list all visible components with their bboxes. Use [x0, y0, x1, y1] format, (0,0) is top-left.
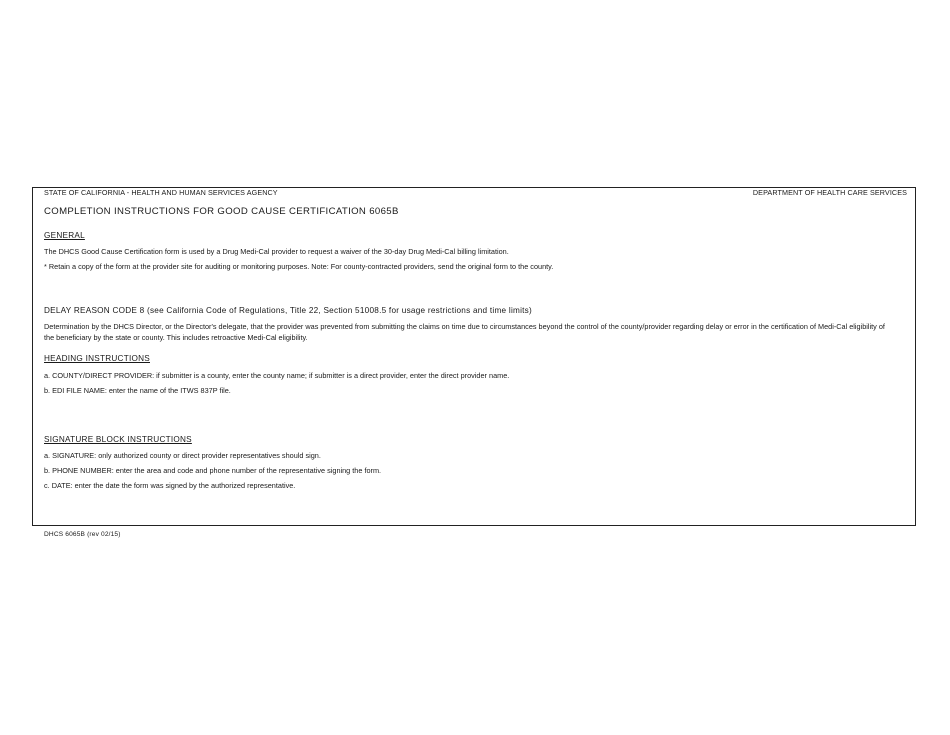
signature-instruction-b: b. PHONE NUMBER: enter the area and code and phone number of the representative signing the form. [44, 466, 382, 475]
general-line-1: The DHCS Good Cause Certification form is used by a Drug Medi-Cal provider to request a waiver of the 30-day Drug Medi-Cal billing limitation. [44, 247, 509, 256]
heading-instruction-a: a. COUNTY/DIRECT PROVIDER: if submitter is a county, enter the county name; if submitter is a direct provider, enter the direct provider name. [44, 371, 510, 380]
general-line-2: * Retain a copy of the form at the provider site for auditing or monitoring purposes. Note: For county-contracted providers, send the original form to the county. [44, 262, 554, 271]
delay-reason-text: Determination by the DHCS Director, or the Director's delegate, that the provider was prevented from submitting the claims on time due to circumstances beyond the control of the county/provider regarding delay or error in the certification of Medi-Cal eligibility of the beneficiary by the state or county. This includes retroactive Medi-Cal eligibility. [44, 322, 885, 342]
page-title: COMPLETION INSTRUCTIONS FOR GOOD CAUSE CERTIFICATION 6065B [44, 206, 399, 217]
signature-instruction-a: a. SIGNATURE: only authorized county or direct provider representatives should sign. [44, 451, 321, 460]
delay-reason-heading: DELAY REASON CODE 8 (see California Code of Regulations, Title 22, Section 51008.5 for usage restrictions and time limits) [44, 306, 532, 315]
agency-header: STATE OF CALIFORNIA - HEALTH AND HUMAN SERVICES AGENCY [44, 188, 278, 197]
signature-instructions-heading: SIGNATURE BLOCK INSTRUCTIONS [44, 435, 192, 444]
heading-instructions-heading: HEADING INSTRUCTIONS [44, 354, 150, 363]
general-heading: GENERAL [44, 231, 85, 240]
heading-instruction-b: b. EDI FILE NAME: enter the name of the ITWS 837P file. [44, 386, 231, 395]
signature-instruction-c: c. DATE: enter the date the form was signed by the authorized representative. [44, 481, 296, 490]
instructions-form-box [32, 187, 916, 526]
form-revision-footer: DHCS 6065B (rev 02/15) [44, 531, 121, 538]
department-header: DEPARTMENT OF HEALTH CARE SERVICES [752, 188, 907, 197]
